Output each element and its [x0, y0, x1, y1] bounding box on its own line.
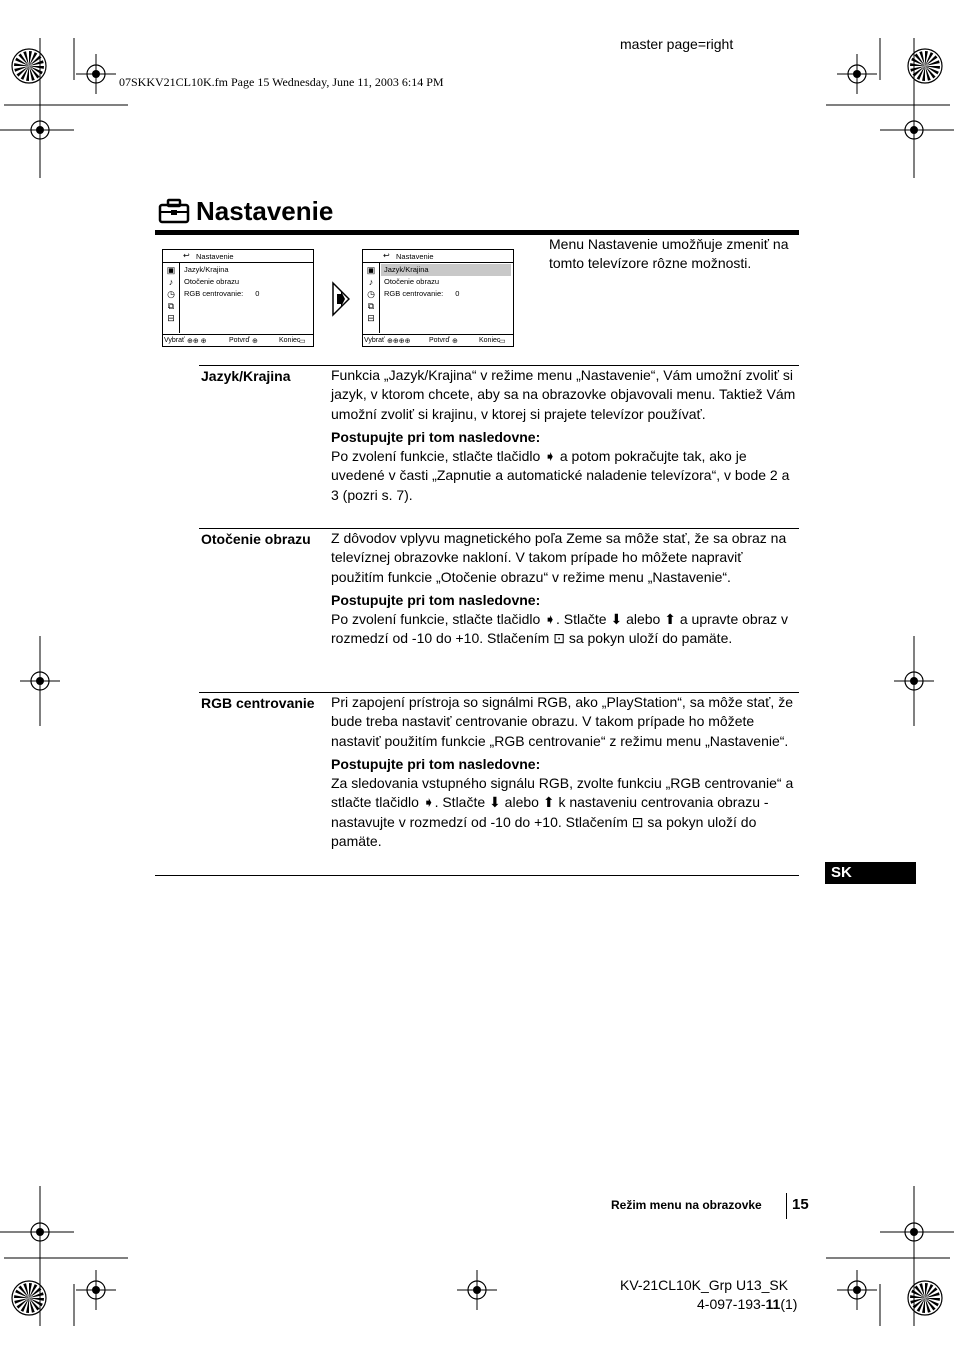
sound-icon: ♪	[168, 277, 174, 287]
tv-menu-item: RGB centrovanie: 0	[184, 289, 260, 298]
row-body-rgb-centrovanie	[331, 693, 799, 851]
page-title: Nastavenie	[196, 195, 334, 226]
file-info: 07SKKV21CL10K.fm Page 15 Wednesday, June 11, 2003 6:14 PM	[119, 75, 444, 89]
master-page-note: master page=right	[620, 36, 734, 52]
menu-button-icon: ▭	[299, 338, 306, 345]
row-description: Z dôvodov vplyvu magnetického poľa Zeme sa môže stať, že sa obraz na televíznej obrazovke nakloní. V takom prípade ho môžete napraviť použitím funkcie „Otočenie obrazu“ v režime menu „Nastavenie“.	[331, 530, 787, 585]
arrow-right-button-icon: ➧	[422, 794, 435, 811]
arrow-down-button-icon: ⬇	[610, 611, 623, 628]
select-buttons-icon: ⊕⊕ ⊕	[187, 338, 207, 345]
tv-menu-item: Otočenie obrazu	[184, 277, 240, 286]
return-icon: ↩	[383, 251, 390, 260]
footer-divider	[786, 1193, 787, 1219]
arrow-right-icon	[332, 281, 350, 317]
row-step-text: Za sledovania vstupného signálu RGB, zvolte funkciu „RGB centrovanie“ a stlačte tlačidlo ➧. Stlačte ⬇ alebo ⬆ k nastaveniu centrovania obrazu - nastavujte v rozmedzí od -10 do +10. Stlačením ⊡ sa pokyn uloží do pamäte.	[331, 775, 794, 850]
ok-button-icon: ⊕	[252, 338, 258, 345]
row-label-rgb-centrovanie: RGB centrovanie	[201, 695, 315, 711]
ok-button-icon: ⊡	[553, 630, 565, 647]
setup-toolbox-icon: ⊟	[367, 313, 375, 323]
arrow-down-button-icon: ⬇	[489, 794, 501, 811]
timer-icon: ◷	[367, 289, 375, 299]
picture-icon: ▣	[366, 265, 376, 275]
language-tab: SK	[825, 862, 916, 884]
picture-icon: ▣	[166, 265, 176, 275]
row-step-heading: Postupujte pri tom nasledovne:	[331, 591, 541, 608]
timer-icon: ◷	[167, 289, 175, 299]
model-number: KV-21CL10K_Grp U13_SK	[620, 1277, 789, 1293]
tv-menu-title: Nastavenie	[196, 252, 234, 261]
arrow-up-button-icon: ⬆	[664, 611, 676, 628]
sound-icon: ♪	[368, 277, 374, 287]
part-code: 4-097-193-11(1)	[697, 1296, 798, 1312]
toolbox-icon	[158, 198, 190, 224]
tv-menu-item-selected: Jazyk/Krajina	[381, 264, 511, 276]
row-description: Pri zapojení prístroja so signálmi RGB, ako „PlayStation“, sa môže stať, že bude treba nastaviť centrovanie obrazu. V takom prípade ho môžete nastaviť použitím funkcie „RGB centrovanie“ z režimu menu „Nastavenie“.	[331, 694, 793, 749]
row-body-otocenie-obrazu	[331, 529, 799, 649]
row-step-heading: Postupujte pri tom nasledovne:	[331, 755, 541, 772]
menu-button-icon: ▭	[499, 338, 506, 345]
tv-menu-item: Otočenie obrazu	[384, 277, 440, 286]
select-buttons-icon: ⊕⊕⊕⊕	[387, 338, 411, 345]
row-description: Funkcia „Jazyk/Krajina“ v režime menu „Nastavenie“, Vám umožní zvoliť si jazyk, v ktorom chcete, aby sa na obrazovke objavovali menu. Taktiež Vám umožní zvoliť si krajinu, v ktorej si prajete televízor používať.	[331, 367, 796, 422]
tv-menu-footer: Vybrať ⊕⊕⊕⊕ Potvrď ⊕ Koniec ▭	[363, 334, 513, 347]
tv-menu-screen-2	[362, 249, 514, 347]
tv-menu-item: RGB centrovanie: 0	[384, 289, 460, 298]
section-intro: Menu Nastavenie umožňuje zmeniť na tomto televízore rôzne možnosti.	[549, 236, 789, 271]
arrow-up-button-icon: ⬆	[542, 794, 555, 811]
tv-menu-screen-1	[162, 249, 314, 347]
tv-menu-icon-column	[363, 263, 380, 333]
tv-menu-icon-column	[163, 263, 180, 333]
tv-menu-items	[181, 264, 311, 300]
tv-menu-footer: Vybrať ⊕⊕ ⊕ Potvrď ⊕ Koniec ▭	[163, 334, 313, 347]
row-body-jazyk-krajina	[331, 366, 799, 505]
footer-section-name: Režim menu na obrazovke	[611, 1198, 762, 1212]
return-icon: ↩	[183, 251, 190, 260]
row-step-heading: Postupujte pri tom nasledovne:	[331, 428, 541, 445]
preset-icon: ⧉	[367, 301, 375, 311]
tv-menu-title: Nastavenie	[396, 252, 434, 261]
row-label-otocenie-obrazu: Otočenie obrazu	[201, 531, 311, 547]
row-label-jazyk-krajina: Jazyk/Krajina	[201, 368, 291, 384]
arrow-right-button-icon: ➧	[544, 611, 556, 628]
table-bottom-rule	[155, 875, 799, 876]
tv-menu-items	[381, 264, 511, 300]
preset-icon: ⧉	[167, 301, 175, 311]
row-step-text: Po zvolení funkcie, stlačte tlačidlo ➧. Stlačte ⬇ alebo ⬆ a upravte obraz v rozmedzí od -10 do +10. Stlačením ⊡ sa pokyn uloží do pamäte.	[331, 611, 789, 647]
ok-button-icon: ⊕	[452, 338, 458, 345]
tv-menu-item: Jazyk/Krajina	[184, 265, 229, 274]
ok-button-icon: ⊡	[631, 813, 644, 830]
page-number: 15	[792, 1196, 809, 1213]
section-title-row	[158, 194, 333, 228]
tv-menu-header	[363, 250, 513, 263]
arrow-right-button-icon: ➧	[544, 448, 556, 465]
row-step-text: Po zvolení funkcie, stlačte tlačidlo ➧ a potom pokračujte tak, ako je uvedené v časti „Zapnutie a automatické naladenie televízora“, v bode 2 a 3 (pozri s. 7).	[331, 448, 790, 503]
setup-toolbox-icon: ⊟	[167, 313, 175, 323]
tv-menu-header	[163, 250, 313, 263]
